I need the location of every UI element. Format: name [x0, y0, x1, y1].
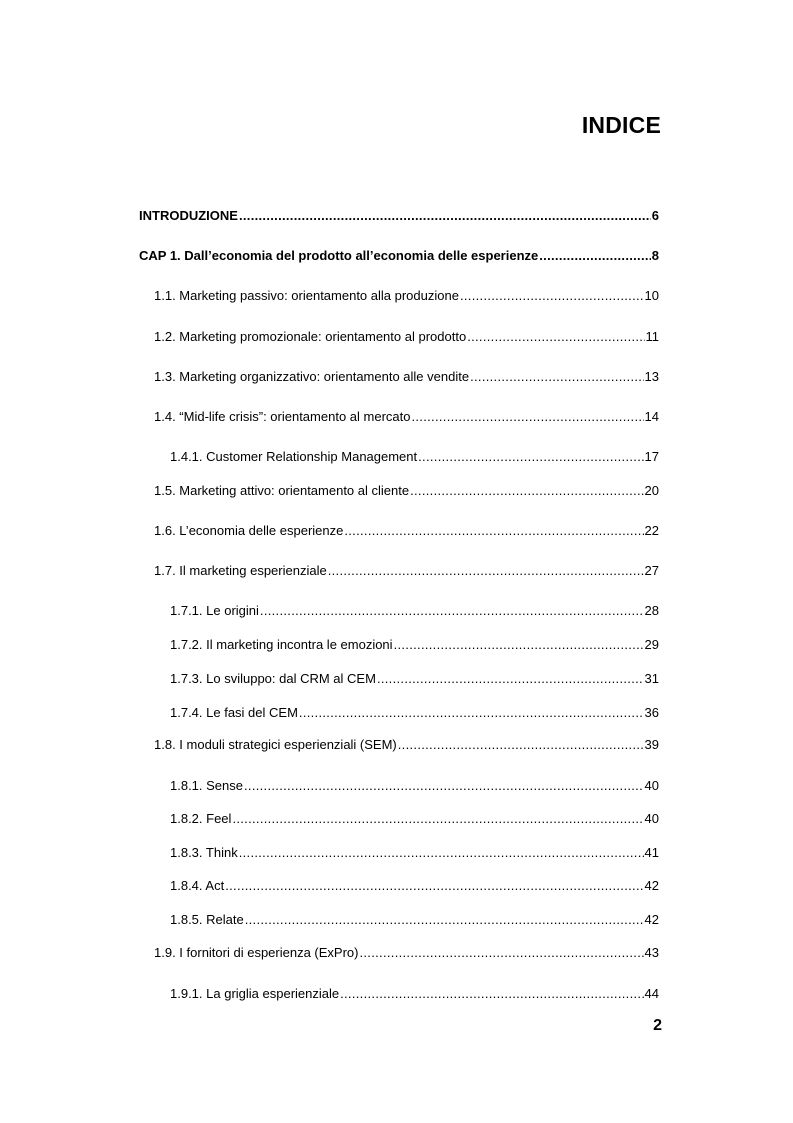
- toc-entry-label: 1.7.4. Le fasi del CEM: [170, 705, 298, 720]
- toc-entry-page: 28: [644, 603, 659, 618]
- toc-entry-1-8[interactable]: [154, 737, 659, 753]
- page-title: INDICE: [581, 112, 661, 138]
- toc-leader-dots: [410, 483, 643, 499]
- toc-leader-dots: [299, 705, 644, 721]
- toc-entry-label: 1.1. Marketing passivo: orientamento alla produzione: [154, 288, 459, 303]
- toc-entry-label: 1.3. Marketing organizzativo: orientamento alle vendite: [154, 369, 470, 384]
- toc-entry-page: 6: [651, 208, 659, 223]
- toc-leader-dots: [359, 945, 643, 961]
- toc-entry-page: 8: [651, 248, 659, 263]
- toc-entry-page: 36: [644, 705, 659, 720]
- toc-leader-dots: [398, 737, 644, 753]
- toc-leader-dots: [244, 778, 644, 794]
- toc-entry-1-7[interactable]: [154, 563, 659, 579]
- toc-entry-page: 42: [644, 912, 659, 927]
- toc-entry-cap-1[interactable]: [139, 248, 659, 264]
- toc-entry-page: 14: [644, 409, 659, 424]
- toc-entry-1-8-5[interactable]: [170, 912, 659, 928]
- toc-entry-1-8-4[interactable]: [170, 878, 659, 894]
- toc-entry-1-8-3[interactable]: [170, 845, 659, 861]
- toc-leader-dots: [239, 845, 644, 861]
- toc-entry-1-3[interactable]: [154, 369, 659, 385]
- toc-entry-1-9-1[interactable]: [170, 986, 659, 1002]
- toc-entry-1-5[interactable]: [154, 483, 659, 499]
- toc-entry-1-1[interactable]: [154, 288, 659, 304]
- toc-entry-page: 11: [645, 329, 659, 344]
- toc-entry-label: 1.9.1. La griglia esperienziale: [170, 986, 340, 1001]
- toc-entry-1-7-3[interactable]: [170, 671, 659, 687]
- toc-entry-label: INTRODUZIONE: [139, 208, 238, 223]
- toc-entry-label: 1.7.3. Lo sviluppo: dal CRM al CEM: [170, 671, 376, 686]
- toc-leader-dots: [225, 878, 643, 894]
- toc-entry-1-8-2[interactable]: [170, 811, 659, 827]
- toc-leader-dots: [260, 603, 644, 619]
- toc-entry-label: 1.8.2. Feel: [170, 811, 232, 826]
- toc-entry-1-4[interactable]: [154, 409, 659, 425]
- toc-entry-page: 13: [644, 369, 659, 384]
- toc-entry-page: 27: [644, 563, 659, 578]
- toc-entry-label: 1.8.4. Act: [170, 878, 225, 893]
- toc-leader-dots: [460, 288, 644, 304]
- toc-leader-dots: [245, 912, 644, 928]
- toc-entry-label: 1.8.5. Relate: [170, 912, 244, 927]
- toc-entry-1-2[interactable]: [154, 329, 659, 345]
- toc-entry-page: 10: [644, 288, 659, 303]
- toc-entry-page: 29: [644, 637, 659, 652]
- toc-leader-dots: [394, 637, 644, 653]
- toc-entry-label: 1.8.1. Sense: [170, 778, 243, 793]
- toc-entry-page: 22: [644, 523, 659, 538]
- toc-leader-dots: [344, 523, 643, 539]
- toc-leader-dots: [377, 671, 644, 687]
- toc-entry-page: 42: [644, 878, 659, 893]
- toc-leader-dots: [239, 208, 651, 224]
- toc-entry-label: 1.8. I moduli strategici esperienziali (SEM): [154, 737, 397, 752]
- toc-entry-label: 1.2. Marketing promozionale: orientamento al prodotto: [154, 329, 467, 344]
- toc-leader-dots: [539, 248, 651, 264]
- toc-entry-page: 40: [644, 811, 659, 826]
- toc-entry-1-7-4[interactable]: [170, 705, 659, 721]
- toc-entry-label: 1.4.1. Customer Relationship Management: [170, 449, 418, 464]
- toc-leader-dots: [411, 409, 643, 425]
- toc-entry-1-4-1[interactable]: [170, 449, 659, 465]
- toc-leader-dots: [232, 811, 643, 827]
- toc-entry-page: 20: [644, 483, 659, 498]
- toc-leader-dots: [328, 563, 644, 579]
- page-number: 2: [653, 1017, 662, 1034]
- toc-entry-page: 43: [644, 945, 659, 960]
- toc-entry-introduzione[interactable]: [139, 208, 659, 224]
- toc-entry-page: 40: [644, 778, 659, 793]
- toc-entry-page: 44: [644, 986, 659, 1001]
- toc-entry-label: 1.4. “Mid-life crisis”: orientamento al mercato: [154, 409, 411, 424]
- toc-entry-1-8-1[interactable]: [170, 778, 659, 794]
- toc-entry-page: 39: [644, 737, 659, 752]
- toc-entry-page: 31: [644, 671, 659, 686]
- toc-entry-label: 1.7.2. Il marketing incontra le emozioni: [170, 637, 393, 652]
- toc-leader-dots: [470, 369, 643, 385]
- toc-entry-label: 1.5. Marketing attivo: orientamento al cliente: [154, 483, 410, 498]
- toc-entry-label: 1.8.3. Think: [170, 845, 238, 860]
- toc-leader-dots: [418, 449, 643, 465]
- toc-leader-dots: [467, 329, 644, 345]
- toc-entry-1-6[interactable]: [154, 523, 659, 539]
- toc-entry-1-9[interactable]: [154, 945, 659, 961]
- toc-entry-label: 1.7. Il marketing esperienziale: [154, 563, 327, 578]
- toc-entry-1-7-2[interactable]: [170, 637, 659, 653]
- toc-entry-1-7-1[interactable]: [170, 603, 659, 619]
- toc-leader-dots: [340, 986, 643, 1002]
- toc-entry-page: 17: [644, 449, 659, 464]
- toc-entry-label: CAP 1. Dall’economia del prodotto all’economia delle esperienze: [139, 248, 539, 263]
- toc-entry-label: 1.7.1. Le origini: [170, 603, 259, 618]
- toc-entry-label: 1.9. I fornitori di esperienza (ExPro): [154, 945, 359, 960]
- toc-entry-page: 41: [644, 845, 659, 860]
- toc-entry-label: 1.6. L’economia delle esperienze: [154, 523, 344, 538]
